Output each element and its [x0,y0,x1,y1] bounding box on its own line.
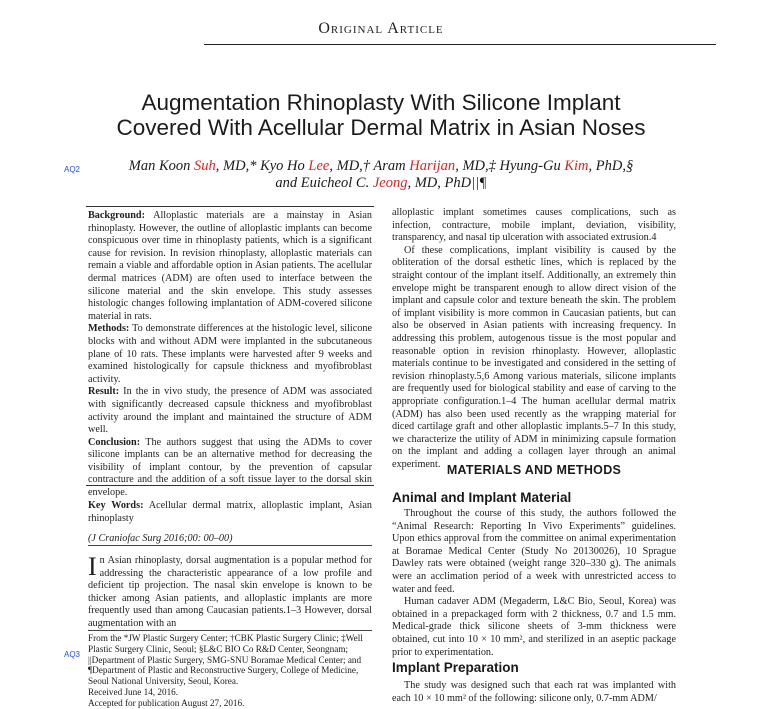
title-line-1: Augmentation Rhinoplasty With Silicone Implant [141,90,621,115]
author-3[interactable]: Aram Harijan, MD,‡ [373,158,500,174]
subsection-heading: Animal and Implant Material [392,490,572,505]
author-query-aq3[interactable]: AQ3 [64,650,81,659]
abstract-methods: Methods: To demonstrate differences at the histologic level, silicone blocks with and without ADM were implanted in the subcutaneous plane of 10 rats. These implants were harvested after 9 weeks and examined histologically for capsule thickness and myofibroblast activity. [88,323,372,385]
article-title [60,90,702,140]
dropcap: I [88,552,97,581]
subsection-heading: Implant Preparation [392,660,519,675]
section-heading: MATERIALS AND METHODS [446,463,622,477]
author-1[interactable]: Man Koon Suh, MD,* [128,158,261,174]
affiliation-footnote: From the *JW Plastic Surgery Center; †CBK Plastic Surgery Clinic; ‡Well Plastic Surgery Clinic, Seoul; §L&C BIO Co R&D Center, Seongnam; ||Department of Plastic Surgery, SMG-SNU Boramae Medical Center; and ¶Department of Plastic and Reconstructive Surgery, College of Medicine, Seoul National University, Seoul, Korea. Received June 14, 2016. Accepted for publication August 27, 2016. [88,633,372,709]
header-rule [204,44,716,45]
body-paragraph: alloplastic implant sometimes causes complications, such as infection, contracture, mobile implant, deviation, visibility, transparency, and nasal tip ulceration with associated extrusion.4 [392,207,676,244]
abstract-conclusion: Conclusion: The authors suggest that using the ADMs to cover silicone implants can be an alternative method for decreasing the visibility of implant contour, by the prevention of capsular contracture and the addition of a soft tissue layer to the dorsal skin envelope. [88,436,372,499]
title-line-2: Covered With Acellular Dermal Matrix in Asian Noses [116,115,646,140]
author-list [90,158,672,192]
implant-paragraph: The study was designed such that each rat was implanted with each 10 × 10 mm² of the following: silicone only, 0.7-mm ADM/ [392,680,676,704]
footnote-rule [88,630,372,631]
received-date: Received June 14, 2016. [88,686,179,697]
body-paragraph: Throughout the course of this study, the authors followed the “Animal Research: Reporting In Vivo Experiments” guidelines. Upon ethics approval from the committee on animal experimentation at Boramae Medical Center (Study No 20130026), 10 Sprague Dawley rats were obtained (weight range 320–330 g). The animals were an acclimation period of a week with unrestricted access to water and feed. [392,508,676,595]
author-5[interactable]: and Euicheol C. Jeong, MD, PhD||¶ [275,175,487,191]
abstract [88,210,372,500]
author-query-aq2[interactable]: AQ2 [64,165,81,174]
article-type-label: Original Article [318,20,444,37]
author-2[interactable]: Kyo Ho Lee, MD,† [260,158,374,174]
abstract-result: Result: In the in vivo study, the presence of ADM was associated with significantly decreased capsule thickness and myofibroblast activity around the implant and maintained the structure of ADM well. [88,386,372,436]
accepted-date: Accepted for publication August 27, 2016. [88,697,245,708]
body-paragraph: Of these complications, implant visibility is caused by the obliteration of the dorsal esthetic lines, which is replaced by the straight contour of the implant itself. Additionally, an extremely thin envelope might be transparent enough to allow direct vision of the implant and capsule color and texture beneath the skin. The problem of implant visibility is more common in Caucasian patients, but can also be observed in Asian patients with increasing frequency. In addressing this problem, autogenous tissue is the most popular and reasonable option in revision rhinoplasty. However, alloplastic materials continue to be investigated and considered in the setting of revision rhinoplasty.5,6 Among various materials, silicone implants are frequently used for biological stability and ease of carving to the appropriate configuration.1–4 The human acellular dermal matrix (ADM) has also been used recently as the wrapping material for diced cartilage graft and other alloplastic implants.5–7 In this study, we characterize the utility of ADM in minimizing capsule formation on the implant and adding a collagen layer through an animal experiment. [392,244,676,470]
keywords-rule [88,545,372,546]
methods-paragraphs [392,508,676,659]
author-4[interactable]: Hyung-Gu Kim, PhD,§ [499,158,634,174]
citation: (J Craniofac Surg 2016;00: 00–00) [88,533,233,544]
intro-paragraph: In Asian rhinoplasty, dorsal augmentation is a popular method for addressing the characteristic appearance of a low profile and deficient tip projection. The nasal skin envelope is known to be thicker among Asian patients, and alloplastic implants are more frequently used than among Caucasian patients.1–3 However, dorsal augmentation with an [88,552,372,629]
abstract-background: Background: Alloplastic materials are a mainstay in Asian rhinoplasty. However, the outline of alloplastic implants can become conspicuous over time in rhinoplasty patients, which is a significant cause for revision. In revision rhinoplasty, alloplastic materials can remain a viable and affordable option in Asian patients. The acellular dermal matrices (ADM) are often used to interface between the silicone material and the skin envelope. This study assesses histologic changes following implantation of ADM-covered silicone material in rats. [88,210,372,322]
body-paragraph: Human cadaver ADM (Megaderm, L&C Bio, Seoul, Korea) was obtained in a prepackaged form with 2 thickness, 0.7 and 1.5 mm. Medical-grade thick silicone sheets of 3-mm thickness were obtained, cut into 10 × 10 mm², and sterilized in an aseptic package prior to experimentation. [392,596,676,658]
right-column [392,207,676,471]
keywords: Key Words: Acellular dermal matrix, alloplastic implant, Asian rhinoplasty [88,500,373,524]
